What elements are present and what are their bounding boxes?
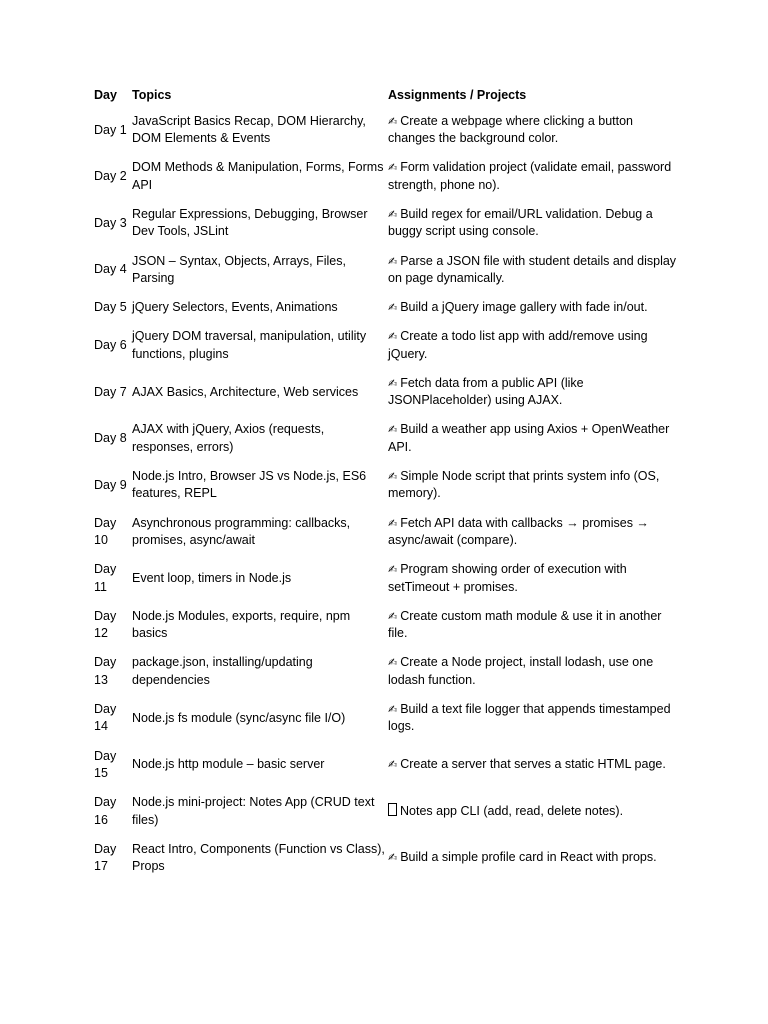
assignment-text: Create a server that serves a static HTML page. (400, 757, 666, 772)
assignment-cell (386, 788, 682, 835)
pen-icon: ✍ (388, 301, 398, 315)
assignment-text: Fetch data from a public API (like JSONPlaceholder) using AJAX. (388, 375, 584, 408)
table-row (92, 602, 682, 649)
table-row (92, 107, 682, 154)
pen-icon: ✍ (388, 376, 398, 390)
day-cell: Day 15 (94, 748, 117, 781)
table-row (92, 416, 682, 463)
day-cell: Day 8 (94, 431, 127, 446)
table-body (92, 107, 682, 882)
table-header-row (92, 85, 682, 107)
day-cell: Day 13 (94, 655, 117, 687)
pen-icon: ✍ (388, 207, 398, 221)
pen-icon: ✍ (388, 254, 398, 268)
pen-icon: ✍ (388, 330, 398, 344)
assignment-text: Create a todo list app with add/remove using jQuery. (388, 329, 648, 361)
topic-cell: Node.js http module – basic server (132, 757, 325, 772)
assignment-cell (386, 107, 682, 154)
header-day: Day (94, 88, 117, 103)
table-row (92, 695, 682, 742)
table-row (92, 200, 682, 247)
assignment-cell (386, 555, 682, 602)
day-cell: Day 6 (94, 337, 127, 352)
day-cell: Day 7 (94, 384, 127, 399)
table-row (92, 555, 682, 602)
day-cell: Day 10 (94, 515, 117, 548)
assignment-cell (386, 200, 682, 247)
assignment-cell (386, 742, 682, 789)
course-schedule-table (92, 85, 682, 882)
assignment-text: Build a text file logger that appends timestamped logs. (388, 701, 671, 734)
header-assignments: Assignments / Projects (388, 88, 527, 103)
table-row (92, 247, 682, 294)
assignment-cell (386, 369, 682, 416)
table-row (92, 369, 682, 416)
pen-icon: ✍ (388, 114, 398, 128)
assignment-cell (386, 695, 682, 742)
topic-cell: Regular Expressions, Debugging, Browser Dev Tools, JSLint (132, 206, 368, 239)
assignment-cell (386, 835, 682, 882)
assignment-cell (386, 154, 682, 201)
topic-cell: Node.js Intro, Browser JS vs Node.js, ES6 features, REPL (132, 468, 367, 501)
pen-icon: ✍ (388, 656, 398, 670)
table-row (92, 649, 682, 696)
assignment-text: Build a jQuery image gallery with fade in/out. (400, 300, 648, 315)
day-cell: Day 14 (94, 701, 117, 734)
pen-icon: ✍ (388, 851, 398, 865)
day-cell: Day 4 (94, 262, 127, 277)
day-cell: Day 5 (94, 300, 127, 315)
assignment-text: Notes app CLI (add, read, delete notes). (400, 803, 624, 818)
day-cell: Day 17 (94, 841, 117, 874)
assignment-cell (386, 322, 682, 369)
table-row (92, 462, 682, 509)
topic-cell: Node.js Modules, exports, require, npm basics (132, 608, 351, 641)
topic-cell: DOM Methods & Manipulation, Forms, Forms API (132, 160, 384, 192)
topic-cell: AJAX with jQuery, Axios (requests, responses, errors) (132, 422, 325, 454)
topic-cell: Asynchronous programming: callbacks, promises, async/await (132, 515, 351, 548)
day-cell: Day 3 (94, 215, 127, 230)
topic-cell: React Intro, Components (Function vs Class), Props (132, 841, 385, 874)
day-cell: Day 1 (94, 122, 127, 137)
assignment-cell (386, 416, 682, 463)
assignment-text: Create a webpage where clicking a button changes the background color. (388, 113, 634, 146)
assignment-text: Build a weather app using Axios + OpenWeather API. (388, 422, 670, 454)
pen-icon: ✍ (388, 516, 398, 530)
topic-cell: JSON – Syntax, Objects, Arrays, Files, Parsing (132, 253, 346, 286)
table-row (92, 742, 682, 789)
pen-icon: ✍ (388, 758, 398, 772)
assignment-text: Create a Node project, install lodash, use one lodash function. (388, 655, 654, 687)
table-row (92, 509, 682, 556)
assignment-cell (386, 649, 682, 696)
missing-glyph-box-icon (388, 803, 397, 816)
pen-icon: ✍ (388, 469, 398, 483)
assignment-text: Create custom math module & use it in another file. (388, 608, 662, 641)
pen-icon: ✍ (388, 702, 398, 716)
topic-cell: AJAX Basics, Architecture, Web services (132, 384, 359, 399)
pen-icon: ✍ (388, 423, 398, 437)
assignment-text: Parse a JSON file with student details and display on page dynamically. (388, 253, 677, 286)
pen-icon: ✍ (388, 563, 398, 577)
topic-cell: Event loop, timers in Node.js (132, 570, 292, 585)
assignment-text: Form validation project (validate email, password strength, phone no). (388, 160, 672, 192)
table-row (92, 154, 682, 201)
pen-icon: ✍ (388, 609, 398, 623)
assignment-cell (386, 509, 682, 556)
assignment-cell (386, 462, 682, 509)
assignment-text: Fetch API data with callbacks → promises → async/await (compare). (388, 515, 649, 548)
table-row (92, 293, 682, 322)
assignment-cell (386, 247, 682, 294)
assignment-text: Build a simple profile card in React with props. (400, 850, 657, 865)
topic-cell: jQuery DOM traversal, manipulation, utility functions, plugins (132, 329, 367, 361)
day-cell: Day 12 (94, 608, 117, 641)
assignment-cell (386, 293, 682, 322)
table-row (92, 322, 682, 369)
topic-cell: jQuery Selectors, Events, Animations (132, 300, 338, 315)
topic-cell: JavaScript Basics Recap, DOM Hierarchy, DOM Elements & Events (132, 113, 366, 146)
topic-cell: Node.js fs module (sync/async file I/O) (132, 710, 346, 725)
day-cell: Day 11 (94, 562, 117, 594)
assignment-text: Simple Node script that prints system info (OS, memory). (388, 468, 660, 501)
topic-cell: Node.js mini-project: Notes App (CRUD text files) (132, 795, 375, 827)
topic-cell: package.json, installing/updating dependencies (132, 655, 313, 687)
table-row (92, 835, 682, 882)
table-row (92, 788, 682, 835)
day-cell: Day 16 (94, 795, 117, 827)
assignment-cell (386, 602, 682, 649)
header-topics: Topics (132, 88, 172, 103)
assignment-text: Program showing order of execution with setTimeout + promises. (388, 562, 627, 594)
pen-icon: ✍ (388, 161, 398, 175)
assignment-text: Build regex for email/URL validation. Debug a buggy script using console. (388, 206, 653, 239)
day-cell: Day 9 (94, 477, 127, 492)
day-cell: Day 2 (94, 169, 127, 184)
